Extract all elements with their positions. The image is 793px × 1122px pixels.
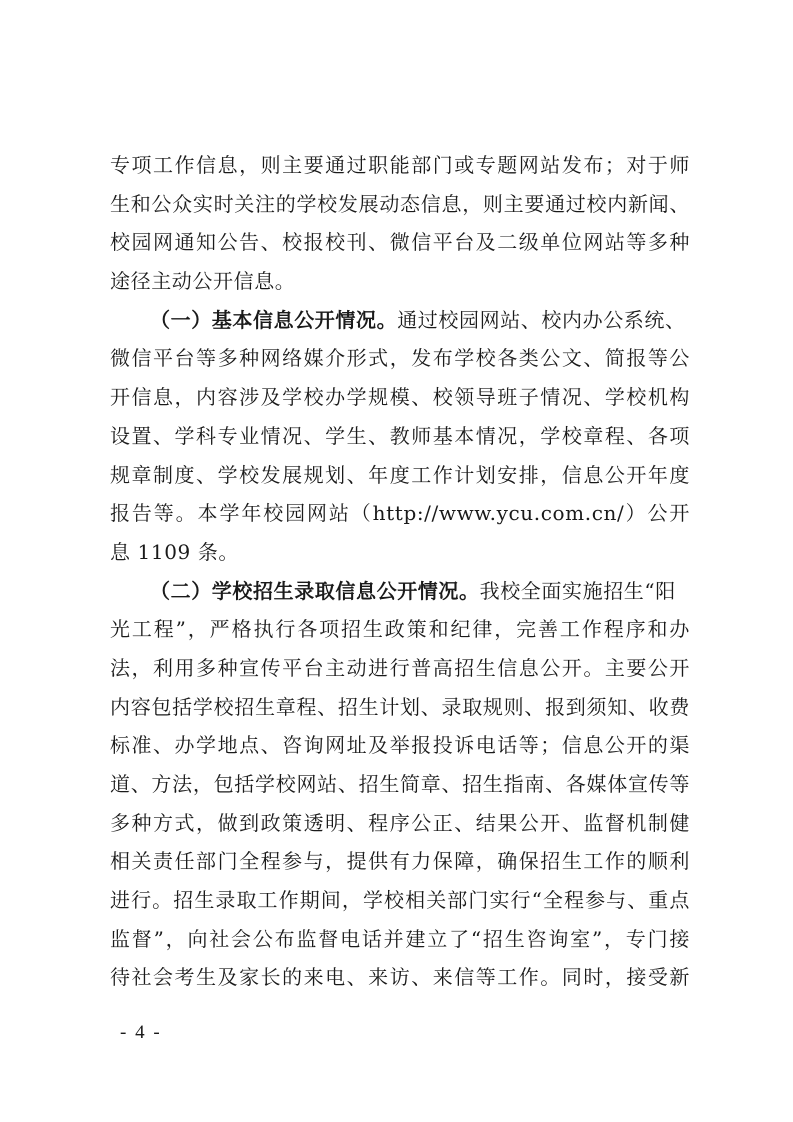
- section2-line: 标准、办学地点、咨询网址及举报投诉电话等；信息公开的渠: [110, 733, 690, 758]
- section1-line: 开信息，内容涉及学校办学规模、校领导班子情况、学校机构: [110, 385, 690, 410]
- section2-line: 进行。招生录取工作期间，学校相关部门实行“全程参与、重点: [110, 888, 690, 913]
- section1-heading-line: [110, 301, 690, 340]
- body-text: [110, 146, 690, 997]
- section1-first-line-text: 通过校园网站、校内办公系统、: [397, 307, 686, 332]
- intro-line: 途径主动公开信息。: [110, 269, 296, 294]
- section2-line: 光工程”，严格执行各项招生政策和纪律，完善工作程序和办: [110, 617, 690, 642]
- section2-line: 相关责任部门全程参与，提供有力保障，确保招生工作的顺利: [110, 849, 690, 874]
- page-number: - 4 -: [120, 1022, 162, 1043]
- section2-heading: （二）学校招生录取信息公开情况。: [150, 578, 480, 603]
- section2-line: 道、方法，包括学校网站、招生简章、招生指南、各媒体宣传等: [110, 772, 690, 796]
- section2-line: 待社会考生及家长的来电、来访、来信等工作。同时，接受新: [110, 965, 690, 990]
- section2-line: 监督”，向社会公布监督电话并建立了“招生咨询室”，专门接: [110, 926, 690, 951]
- section2-line: 多种方式，做到政策透明、程序公正、结果公开、监督机制健: [110, 810, 690, 835]
- section1-line: 设置、学科专业情况、学生、教师基本情况，学校章程、各项: [110, 423, 690, 448]
- section1-line: 规章制度、学校发展规划、年度工作计划安排，信息公开年度: [110, 462, 690, 487]
- intro-line: 生和公众实时关注的学校发展动态信息，则主要通过校内新闻、: [110, 191, 690, 216]
- section1-line: 报告等。本学年校园网站（http://www.ycu.com.cn/）公开: [110, 501, 690, 526]
- section2-line: 法，利用多种宣传平台主动进行普高招生信息公开。主要公开: [110, 655, 690, 680]
- section2-first-line-text: 我校全面实施招生“阳: [479, 578, 676, 603]
- section1-heading: （一）基本信息公开情况。: [150, 307, 398, 332]
- intro-line: 校园网通知公告、校报校刊、微信平台及二级单位网站等多种: [110, 230, 690, 255]
- section1-line: 息 1109 条。: [110, 539, 240, 564]
- intro-line: 专项工作信息，则主要通过职能部门或专题网站发布；对于师: [110, 153, 690, 177]
- section2-heading-line: [110, 572, 690, 611]
- section1-line: 微信平台等多种网络媒介形式，发布学校各类公文、简报等公: [110, 346, 690, 371]
- section2-line: 内容包括学校招生章程、招生计划、录取规则、报到须知、收费: [110, 694, 690, 719]
